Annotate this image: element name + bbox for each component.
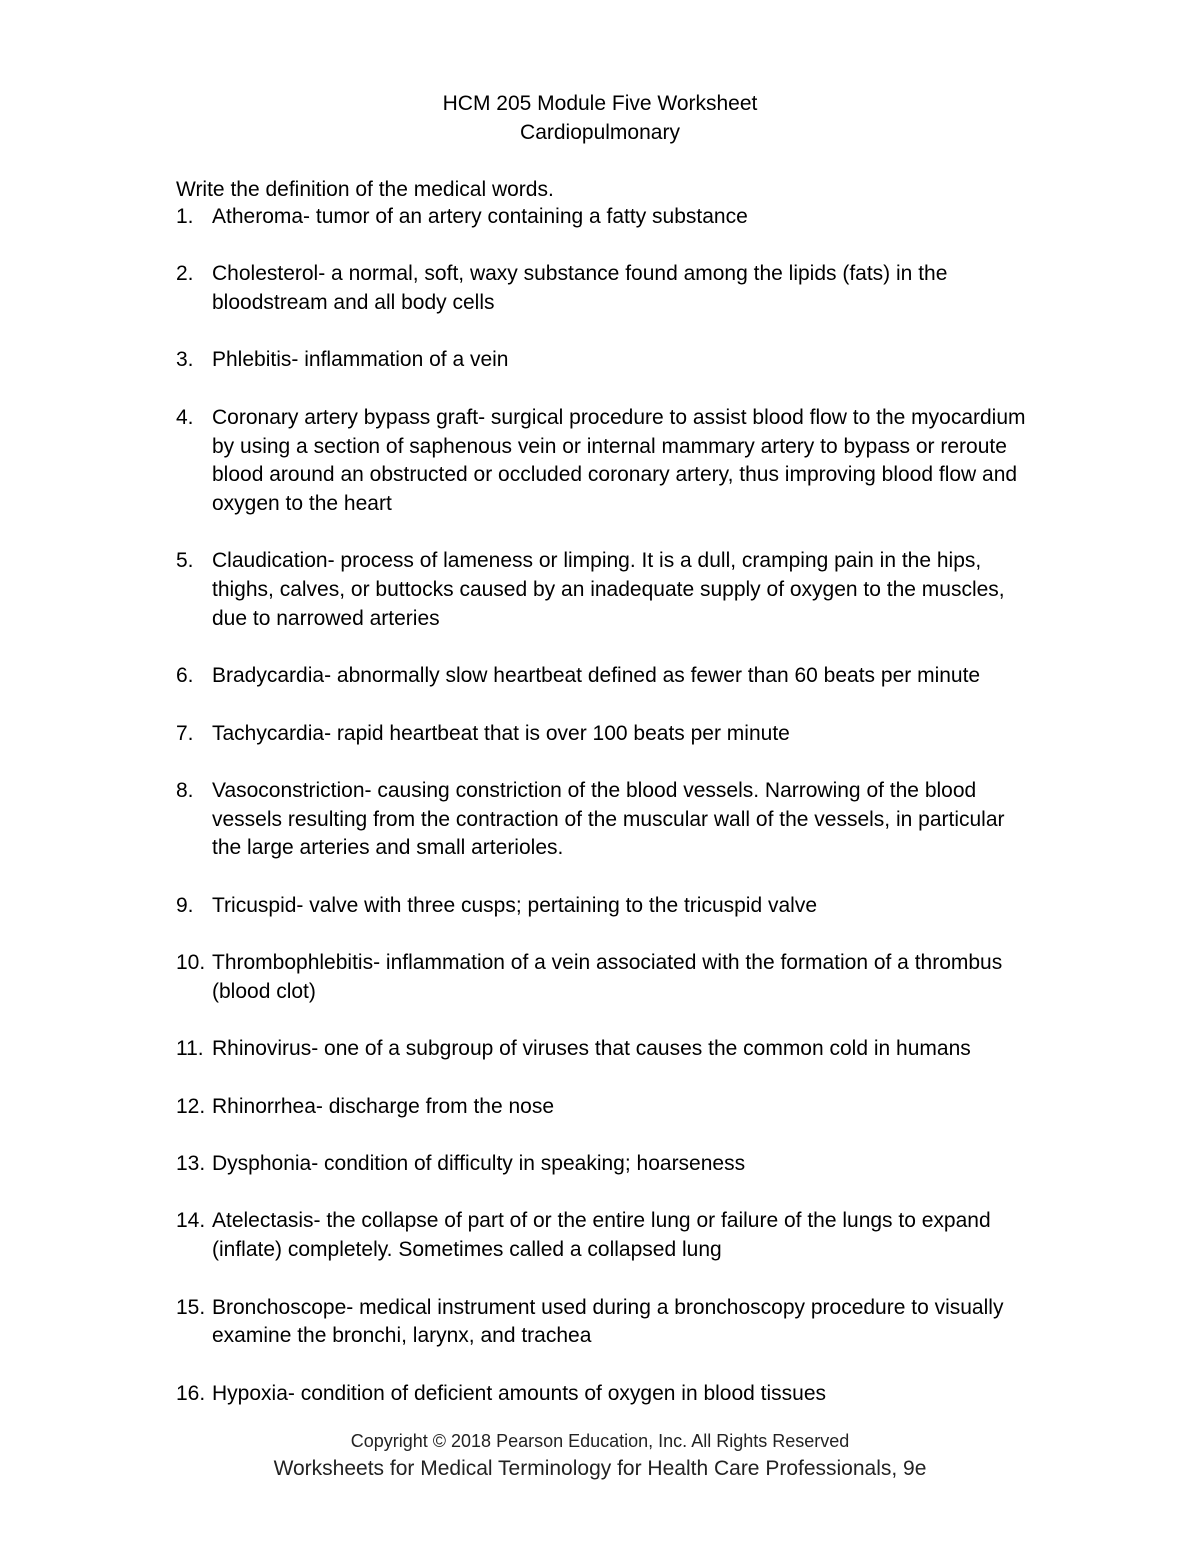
term-definition: - the collapse of part of or the entire lung or failure of the lungs to expand (inflate) completely. Sometimes called a collapsed lung — [212, 1209, 991, 1262]
term-definition: - tumor of an artery containing a fatty substance — [303, 205, 748, 228]
term-number: 4. — [176, 405, 194, 429]
term-item — [176, 260, 1036, 317]
term-definition: - a normal, soft, waxy substance found among the lipids (fats) in the bloodstream and all body cells — [212, 262, 948, 315]
term-item — [176, 1093, 1036, 1122]
term-number: 10. — [176, 951, 206, 975]
term-word: Tachycardia — [212, 721, 325, 745]
term-definition: - process of lameness or limping. It is a dull, cramping pain in the hips, thighs, calves, or buttocks caused by an inadequate supply of oxygen to the muscles, due to narrowed arteries — [212, 549, 1005, 630]
term-item — [176, 1380, 1036, 1409]
term-definition: - valve with three cusps; pertaining to the tricuspid valve — [296, 893, 818, 917]
book-title: Worksheets for Medical Terminology for Health Care Professionals, 9e — [273, 1457, 927, 1480]
term-number: 15. — [176, 1295, 206, 1319]
term-definition: - surgical procedure to assist blood flow to the myocardium by using a section of saphenous vein or internal mammary artery to bypass or reroute blood around an obstructed or occluded coronary artery, thus improving blood flow and oxygen to the heart — [212, 405, 1026, 515]
term-item — [176, 346, 1036, 375]
term-number: 3. — [176, 348, 194, 372]
term-number: 14. — [176, 1209, 206, 1233]
term-item — [176, 892, 1036, 921]
term-item — [176, 404, 1036, 519]
term-word: Cholesterol — [212, 262, 319, 286]
term-number: 6. — [176, 664, 194, 688]
term-item — [176, 203, 1036, 232]
document-footer — [0, 1428, 1200, 1484]
term-item — [176, 1207, 1036, 1264]
term-definition: - discharge from the nose — [315, 1094, 555, 1118]
term-word: Atheroma — [212, 205, 304, 228]
term-number: 2. — [176, 262, 194, 286]
term-item — [176, 777, 1036, 863]
term-word: Vasoconstriction — [212, 778, 365, 802]
term-definition: - one of a subgroup of viruses that causes the common cold in humans — [311, 1037, 971, 1061]
term-word: Tricuspid — [212, 893, 297, 917]
term-word: Coronary artery bypass graft — [212, 405, 479, 429]
term-word: Rhinorrhea — [212, 1094, 316, 1118]
term-item — [176, 949, 1036, 1006]
term-item — [176, 720, 1036, 749]
term-item — [176, 1294, 1036, 1351]
term-list — [176, 203, 1036, 1437]
term-definition: - causing constriction of the blood vessels. Narrowing of the blood vessels resulting from the contraction of the muscular wall of the vessels, in particular the large arteries and small arterioles. — [212, 778, 1005, 860]
document-subtitle: Cardiopulmonary — [520, 121, 680, 144]
term-definition: - inflammation of a vein — [291, 348, 509, 372]
term-item — [176, 1035, 1036, 1064]
term-item — [176, 547, 1036, 633]
term-definition: - abnormally slow heartbeat defined as fewer than 60 beats per minute — [324, 664, 981, 688]
term-word: Bradycardia — [212, 664, 325, 688]
term-number: 7. — [176, 721, 194, 745]
term-word: Rhinovirus — [212, 1037, 312, 1061]
instruction-text: Write the definition of the medical words. — [176, 178, 554, 201]
term-number: 1. — [176, 205, 194, 228]
term-item — [176, 662, 1036, 691]
term-number: 13. — [176, 1152, 206, 1176]
document-header — [0, 89, 1200, 147]
term-definition: - condition of deficient amounts of oxygen in blood tissues — [287, 1381, 827, 1405]
term-definition: - inflammation of a vein associated with the formation of a thrombus (blood clot) — [212, 951, 1003, 1003]
document-title: HCM 205 Module Five Worksheet — [442, 92, 758, 115]
term-word: Thrombophlebitis — [212, 951, 374, 975]
term-number: 8. — [176, 778, 194, 802]
term-number: 12. — [176, 1094, 206, 1118]
term-word: Bronchoscope — [212, 1295, 347, 1319]
term-word: Dysphonia — [212, 1152, 312, 1176]
term-word: Hypoxia — [212, 1381, 288, 1405]
term-definition: - medical instrument used during a bronchoscopy procedure to visually examine the bronchi, larynx, and trachea — [212, 1295, 1004, 1348]
term-definition: - condition of difficulty in speaking; hoarseness — [311, 1152, 746, 1176]
term-number: 5. — [176, 549, 194, 573]
term-number: 16. — [176, 1381, 206, 1405]
term-definition: - rapid heartbeat that is over 100 beats per minute — [324, 721, 790, 745]
term-word: Atelectasis — [212, 1209, 314, 1233]
term-number: 11. — [176, 1037, 204, 1061]
term-word: Phlebitis — [212, 348, 292, 372]
copyright-notice: Copyright © 2018 Pearson Education, Inc. All Rights Reserved — [350, 1431, 850, 1451]
term-number: 9. — [176, 893, 194, 917]
term-item — [176, 1150, 1036, 1179]
term-word: Claudication — [212, 549, 328, 573]
